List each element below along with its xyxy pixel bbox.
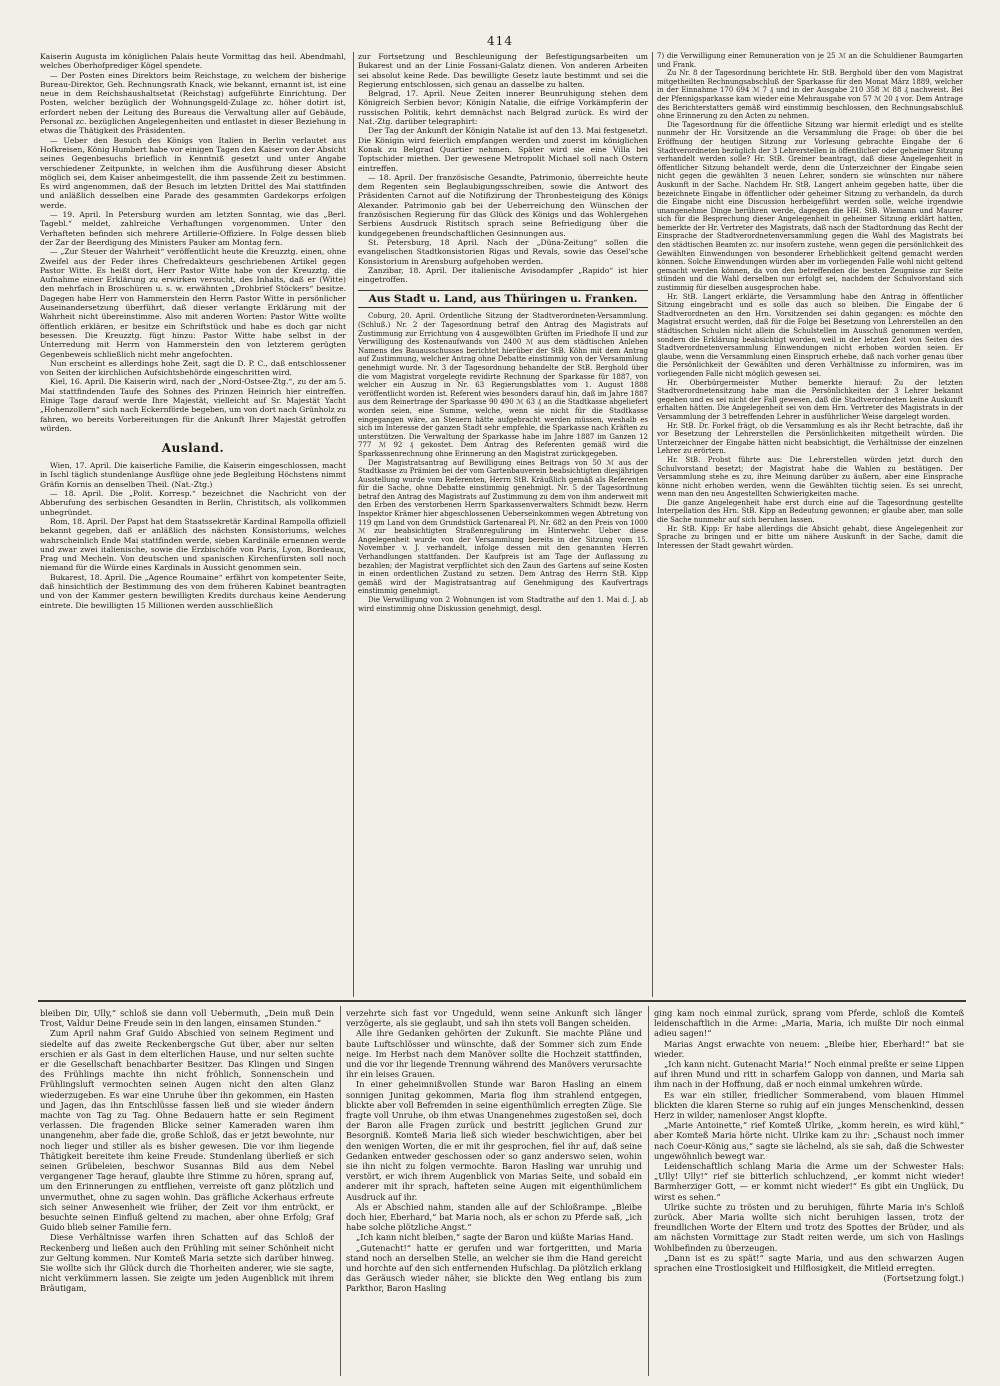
news-column-2 bbox=[358, 52, 648, 997]
novel-paragraph: bleiben Dir, Ully,“ schloß sie dann voll Uebermuth, „Dein muß Dein Trost, Valdur Deine Freude sein in den langen, einsamen Stunden.“ bbox=[40, 1008, 334, 1029]
novel-paragraph: verzehrte sich fast vor Ungeduld, wenn seine Ankunft sich länger verzögerte, als sie geglaubt, und sah ihn stets voll Bangen scheiden. bbox=[346, 1008, 642, 1029]
page-number: 414 bbox=[487, 34, 513, 48]
novel-column-2 bbox=[346, 1008, 642, 1378]
novel-column-3 bbox=[654, 1008, 964, 1378]
article-paragraph: 7) die Verwilligung einer Remuneration von je 25 ℳ an die Schuldiener Baumgarten und Frank. bbox=[657, 52, 963, 69]
novel-paragraph: Alle ihre Gedanken gehörten der Zukunft. Sie machte Pläne und baute Luftschlösser und wünschte, daß der Sommer sich zum Ende neige. Im Herbst nach dem Manöver sollte die Hochzeit stattfinden, und die vor ihr liegende Trennung während des Manövers verursachte ihr ein leises Grauen. bbox=[346, 1028, 642, 1080]
article-paragraph: — 19. April. In Petersburg wurden am letzten Sonntag, wie das „Berl. Tagebl.“ meldet, zahlreiche Verhaftungen vorgenommen. Unter den Verhafteten befinden sich mehrere Artillerie-Offiziere. In Folge dessen blieb der Zar der Beerdigung des Ministers Pauker am Montag fern. bbox=[40, 210, 346, 247]
article-paragraph: Kaiserin Augusta im königlichen Palais heute Vormittag das heil. Abendmahl, welches Oberhofprediger Kögel spendete. bbox=[40, 52, 346, 71]
column-rule-1 bbox=[353, 52, 354, 997]
novel-paragraph: Leidenschaftlich schlang Maria die Arme um der Schwester Hals: „Ully! Ully!“ rief sie bitterlich schluchzend, „er kommt nicht wieder! Barmherziger Gott, — er kommt nicht wieder!“ Es gibt ein Unglück, Du wirst es sehen.“ bbox=[654, 1161, 964, 1202]
article-paragraph: Hr. Oberbürgermeister Muther bemerkte hierauf: Zu der letzten Stadtverordnetensitzung habe man die Persönlichkeiten der 3 Lehrer bekannt gegeben und es sei nicht der Fall gewesen, daß die Stadtverordneten keine Auskunft erhalten hätten. Die Angelegenheit sei von dem Hrn. Vertreter des Magistrats in der Versammlung der 3 betreffenden Lehrer in ausführlicher Weise dargelegt worden. bbox=[657, 378, 963, 421]
feuilleton-divider bbox=[38, 1000, 966, 1002]
article-paragraph: Hr. StB. Langert erklärte, die Versammlung habe den Antrag in öffentlicher Sitzung eingebracht und es solle das auch so bleiben. Die Eingabe der 6 Stadtverordneten an den Hrn. Vorsitzenden sei dahin gegangen: es möchte den Magistrat ersucht werden, daß für die Folge bei Besetzung von Lehrerstellen an den städtischen Schulen nicht allein die Schulstellen im Ausschuß genommen werden, sondern die Erklärung beabsichtigt worden, weil in der letzten Zeit von Seiten des Stadtverordnetenversammlung Einwendungen nicht erhoben worden seien. Er glaube, wenn die Versammlung einen Einspruch erhebe, daß nach vorher genau über die Persönlichkeit der Gewählten und deren Verhältnisse zu informiren, was im vorliegenden Falle nicht möglich gewesen sei. bbox=[657, 292, 963, 378]
novel-paragraph: Zum April nahm Graf Guido Abschied von seinem Regiment und siedelte auf das zweite Reckenbergsche Gut über, aber nur selten erschien er als Gast in dem elterlichen Hause, und nur selten suchte er die Gesellschaft benachbarter Besitzer. Das Klingen und Singen des Frühlings machte ihn nicht fröhlich, Sonnenschein und Frühlingsluft vermochten seinen Augen nicht den alten Glanz wiederzugeben. Es war eine Unruhe über ihn gekommen, ein Hasten und Jagen, das ihn Entschlüsse fassen ließ und sie wieder ändern machte von Tag zu Tag. Ohne Bedauern hatte er sein Regiment verlassen. Die fragenden Blicke seiner Kameraden waren ihm unangenehm, aber fade die, große Schloß, das er jetzt bewohnte, nur noch lieger und stiller als es bisher gewesen. Die vor ihm liegende Thätigkeit bereitete ihm keine Freude. Stundenlang überließ er sich seinen Grübeleien, beschwor Susannas Bild aus dem Nebel vergangener Tage herauf, glaubte ihre Stimme zu hören, sprang auf, um den Erinnerungen zu entfliehen, verreiste oft ganz plötzlich und unvermuthet, ohne zu sagen wohin. Das gräfliche Ackerhaus erfreute sich seiner Anwesenheit wie früher, der Zeit vor ihm entrückt, er besuchte seinen Einfluß geltend zu machen, aber ohne Erfolg; Graf Guido blieb seiner Familie fern. bbox=[40, 1028, 334, 1233]
novel-paragraph: „Ich kann nicht bleiben,“ sagte der Baron und küßte Marias Hand. bbox=[356, 1232, 634, 1243]
article-paragraph: Coburg, 20. April. Ordentliche Sitzung der Stadtverordneten-Versammlung. (Schluß.) Nr. 2 der Tagesordnung betraf den Antrag des Magistrats auf Zustimmung zur Errichtung von 4 ausgewölbten Grüften im Friedhofe II und zur Verwilligung des Kostenaufwands von 2400 ℳ aus dem städtischen Anlehen Namens des Bauausschusses berichtet hierüber der StB. Köhn mit dem Antrag auf Zustimmung, welcher Antrag ohne Debatte einstimmig von der Versammlung genehmigt wurde. Nr. 3 der Tagesordnung behandelte der StB. Berghold über die vom Magistrat vorgelegte revidirte Rechnung der Sparkasse für 1887, von welcher ein Auszug in Nr. 63 Regierungsblattes vom 1. August 1888 veröffentlicht worden ist. Referent wies besonders darauf hin, daß im Jahre 1887 aus dem Reinertrage der Sparkasse 90 490 ℳ 63 ₰ an die Stadtkasse abgeliefert worden seien, eine Summe, welche, wenn sie nicht für die Stadtkasse eingegangen wäre, an Steuern hätte aufgebracht werden müssen, weshalb es sich im Interesse der ganzen Stadt sehr empfehle, die Sparkasse nach Kräften zu unterstützen. Die Verwaltung der Sparkasse habe im Jahre 1887 im Ganzen 12 777 ℳ 92 ₰ gekostet. Dem Antrag des Referenten gemäß wird die Sparkassenrechnung ohne Erinnerung an den Magistrat zurückgegeben. bbox=[358, 312, 648, 458]
novel-paragraph: In einer geheimnißvollen Stunde war Baron Hasling an einem sonnigen Junitag gekommen, Maria flog ihm strahlend entgegen, blickte aber voll Befremden in seine eigenthümlich erregten Züge. Sie fragte voll Unruhe, ob ihm etwas Unangenehmes zugestoßen sei, doch der Baron alle Fragen zurück und bestritt jeglichen Grund zur Besorgniß. Komteß Maria ließ sich wieder beschwichtigen, aber bei den wenigen Worten, die er mit ihr gesprochen, fiel ihr auf, daß seine Gedanken entweder geschossen oder so ganz anderswo seien, wohin sie ihn nicht zu folgen vermochte. Baron Hasling war unruhig und verstört, er wich ihrem Augenblick von Marias Seite, und sobald ein anderer mit ihr sprach, hafteten seine Augen mit eigenthümlichem Ausdruck auf ihr. bbox=[346, 1079, 642, 1202]
article-paragraph: Zu Nr. 8 der Tagesordnung berichtete Hr. StB. Berghold über den vom Magistrat mitgetheilten Rechnungsabschluß der Sparkasse für den Monat März 1889, welcher in der Einnahme 170 694 ℳ 7 ₰ und in der Ausgabe 210 358 ℳ 88 ₰ nachweist. Bei der Pfennigsparkasse kam wieder eine Mehrausgabe von 57 ℳ 20 ₰ vor. Dem Antrage des Berichterstatters gemäß wird einstimmig beschlossen, den Rechnungsabschluß ohne Erinnerung zu den Acten zu nehmen. bbox=[657, 69, 963, 121]
article-paragraph: Hr. StB. Dr. Forkel frägt, ob die Versammlung es als ihr Recht betrachte, daß ihr vor Besetzung der Lehrerstellen die Persönlichkeiten mitgetheilt würden. Die Unterzeichner der Eingabe hätten nicht beabsichtigt, die Verhältnisse der einzelnen Lehrer zu erörtern. bbox=[657, 421, 963, 456]
news-column-3 bbox=[657, 52, 963, 997]
article-paragraph: Die ganze Angelegenheit habe erst durch eine auf die Tagesordnung gestellte Interpellation des Hrn. StB. Kipp an Bedeutung gewonnen; er glaube aber, man solle die Sache nunmehr auf sich beruhen lassen. bbox=[657, 498, 963, 525]
article-paragraph: Zanzibar, 18. April. Der italienische Avisodampfer „Rapido“ ist hier eingetroffen. bbox=[358, 265, 648, 285]
article-paragraph: Der Magistratsantrag auf Bewilligung eines Beitrags von 50 ℳ aus der Stadtkasse zu Prämien bei der vom Gartenbauverein beabsichtigten diesjährigen Ausstellung wurde vom Referenten, Herrn StB. Kräußlich gemäß als Referenten für die Sache, ohne Debatte einstimmig genehmigt. Nr. 5 der Tagesordnung betraf den Antrag des Magistrats auf Zustimmung zu dem von ihm anderweit mit den Erben des verstorbenen Herrn Sparkassenverwalters Schmidt bezw. Herrn Inspektor Krämer hier abgeschlossenen Ueberseinkommen wegen Abtretung von 119 qm Land von dem Grundstück Gartenareal Pl. Nr. 682 an den Preis von 1000 ℳ zur beabsichtigten Straßenregulirung im Hinterwehr. Ueber diese Angelegenheit wurde von der Versammlung bereits in der Sitzung vom 15. November v. J. verhandelt, infolge dessen mit den genannten Herren Verhandlungen stattfanden. Der Kaufpreis ist am Tage der Auflassung zu bezahlen; der Magistrat verpflichtet sich den Zaun des Gartens auf seine Kosten in einen ordentlichen Zustand zu setzen. Dem Antrag des Herrn StB. Kipp gemäß wird der Magistratsantrag auf Genehmigung des Kaufvertrags einstimmig genehmigt. bbox=[358, 458, 648, 596]
novel-rule-1 bbox=[340, 1006, 341, 1376]
article-paragraph: Hr. StB. Kipp: Er habe allerdings die Absicht gehabt, diese Angelegenheit zur Sprache zu bringen und er bitte um nähere Auskunft in der Sache, damit die Interessen der Stadt gewahrt würden. bbox=[657, 524, 963, 550]
novel-paragraph: Diese Verhältnisse warfen ihren Schatten auf das Schloß der Reckenberg und ließen auch den Frühling mit seiner Schönheit nicht zur Geltung kommen. Nur Komteß Maria setzte sich darüber hinweg. Sie wollte sich ihr Glück durch die Thorheiten anderer, wie sie sagte, nicht verkümmern lassen. Sie zeigte um jeden Augenblick mit ihrem Bräutigam, bbox=[40, 1232, 334, 1294]
article-paragraph: zur Fortsetzung und Beschleunigung der Befestigungsarbeiten um Bukarest und an der Linie Fossani-Galatz dienen. Von anderen Arbeiten sei absolut keine Rede. Das bewilligte Gesetz laute bestimmt und sei die Regierung entschlossen, sich genau an dasselbe zu halten. bbox=[358, 52, 648, 89]
novel-paragraph: Marias Angst erwachte von neuem: „Bleibe hier, Eberhard!“ bat sie wieder. bbox=[654, 1038, 964, 1059]
novel-rule-2 bbox=[648, 1006, 649, 1376]
article-paragraph: Hr. StB. Probst führte aus: Die Lehrerstellen würden jetzt durch den Schulvorstand besetzt; der Magistrat habe die Wahlen zu bestätigen. Der Versammlung stehe es zu, ihre Meinung darüber zu äußern, aber eine Einsprache könne nicht erhoben werden, wenn die Gewählten tüchtig seien. Es sei unrecht, wenn man den neu Angestellten Schwierigkeiten mache. bbox=[657, 455, 963, 499]
article-paragraph: — 18. April. Der französische Gesandte, Patrimonio, überreichte heute dem Regenten sein Beglaubigungsschreiben, sowie die Antwort des Präsidenten Carnot auf die Notifizirung der Thronbesteigung des Königs Alexander. Patrimonio gab bei der Ueberreichung den Wünschen der französischen Regierung für das Glück des Königs und das Wohlergehen Serbiens Ausdruck Ristitsch sprach seine Befriedigung über die kundgegebenen freundschaftlichen Gesinnungen aus. bbox=[358, 172, 648, 238]
article-paragraph: Wien, 17. April. Die kaiserliche Familie, die Kaiserin eingeschlossen, macht in Ischl täglich stundenlange Ausflüge ohne jede Begleitung Höchstens nimmt Gräfin Kornis an denselben Theil. (Nat.-Ztg.) bbox=[40, 461, 346, 489]
article-paragraph: — Ueber den Besuch des Königs von Italien in Berlin verlautet aus Hofkreisen, König Humbert habe vor einigen Tagen den Kaiser von der Absicht seines Gegenbesuchs brieflich in Kenntniß gesetzt und unter Angabe verschiedener Zeitpunkte, in welchen ihm die Ausführung dieser Absicht möglich sei, dem Kaiser anheimgestellt, die ihm passende Zeit zu bestimmen. Es wird angenommen, daß der Besuch im letzten Drittel des Mai stattfinden und anläßlich desselben eine Parade des gesammten Gardekorps erfolgen werde. bbox=[40, 135, 346, 210]
article-paragraph: Die Verwilligung von 2 Wohnungen ist vom Stadtrathe auf den 1. Mai d. J. ab wird einstimmig ohne Diskussion genehmigt, desgl. bbox=[358, 596, 648, 613]
article-paragraph: — 18. April. Die „Polit. Korresp.“ bezeichnet die Nachricht von der Abberufung des serbischen Gesandten in Berlin, Christitsch, als vollkommen unbegründet. bbox=[40, 489, 346, 517]
section-heading-ausland: Ausland. bbox=[161, 441, 225, 456]
novel-paragraph: Es war ein stiller, friedlicher Sommerabend, vom blauen Himmel blickten die klaren Sterne so ruhig auf ein junges Menschenkind, dessen Herz in wilder, namenloser Angst klopfte. bbox=[654, 1089, 964, 1121]
article-paragraph: Rom, 18. April. Der Papst hat dem Staatssekretär Kardinal Rampolla offiziell bekannt gegeben, daß er anläßlich des nächsten Konsistoriums, welches wahrscheinlich Ende Mai stattfinden werde, sieben Kardinäle ernennen werde und zwar zwei italienische, sowie die Erzbischöfe von Paris, Lyon, Bordeaux, Prag und Mecheln. Von deutschen und spanischen Kirchenfürsten soll noch niemand für die Würde eines Kardinals in Aussicht genommen sein. bbox=[40, 516, 346, 573]
article-paragraph: Kiel, 16. April. Die Kaiserin wird, nach der „Nord-Ostsee-Ztg.“, zu der am 5. Mai stattfindenden Taufe des Sohnes des Prinzen Heinrich hier eintreffen. Einige Tage darauf werde Ihre Majestät, vielleicht auf Sr. Majestät Yacht „Hohenzollern“ sich nach Eckernförde begeben, um von dort nach Grünholz zu fahren, wo bereits Vorbereitungen für die Ankunft Ihrer Majestät getroffen würden. bbox=[40, 377, 346, 433]
novel-continuation: (Fortsetzung folgt.) bbox=[883, 1273, 964, 1284]
novel-paragraph: ging kam noch einmal zurück, sprang vom Pferde, schloß die Komteß leidenschaftlich in die Arme: „Maria, Maria, ich mußte Dir noch einmal adieu sagen!“ bbox=[654, 1008, 964, 1039]
article-paragraph: Der Tag der Ankunft der Königin Natalie ist auf den 13. Mai festgesetzt. Die Königin wird feierlich empfangen werden und zuerst im königlichen Konak zu Belgrad Quartier nehmen. Später wird sie eine Villa bei Toptschider miethen. Der gewesene Metropolit Michael soll nach Ostern eintreffen. bbox=[358, 126, 648, 173]
section-heading-local: Aus Stadt u. Land, aus Thüringen u. Franken. bbox=[358, 290, 648, 308]
article-paragraph: Bukarest, 18. April. Die „Agence Roumaine“ erfährt von kompetenter Seite, daß hinsichtlich der Bestimmung des von dem früheren Kabinet beantragten und von der Kammer gestern bewilligten Kredits durchaus keine Aenderung eintrete. Die bewilligten 15 Millionen werden ausschließlich bbox=[40, 572, 346, 610]
novel-column-1 bbox=[40, 1008, 334, 1378]
novel-paragraph: Als er Abschied nahm, standen alle auf der Schloßrampe. „Bleibe doch hier, Eberhard,“ bat Maria noch, als er schon zu Pferde saß, „ich habe solche plötzliche Angst.“ bbox=[346, 1201, 642, 1233]
novel-paragraph: Ulrike suchte zu trösten und zu beruhigen, führte Maria in's Schloß zurück. Aber Maria wollte sich nicht beruhigen lassen, trotz der freundlichen Worte der Eltern und trotz des Spottes der Brüder, und als am nächsten Vormittage zur Stadt reiten werde, um sich von Haslings Wohlbefinden zu überzeugen. bbox=[654, 1201, 964, 1253]
novel-paragraph: „Gutenacht!“ hatte er gerufen und war fortgeritten, und Maria stand noch an derselben Stelle, an welcher sie ihm die Hand gereicht und horchte auf den sich entfernenden Hufschlag. Da plötzlich erklang das Geräusch wieder näher, sie blickte den Weg entlang bis zum Parkthor, Baron Hasling bbox=[346, 1242, 642, 1294]
article-paragraph: — Der Posten eines Direktors beim Reichstage, zu welchem der bisherige Bureau-Direktor, Geh. Rechnungsrath Knack, wie bekannt, ernannt ist, ist eine neue in dem Reichshaushaltsetat (Reichstag) aufgeführte Einrichtung. Der Posten, welcher bezüglich der Wohnungsgeld-Zulage zc. höher dotirt ist, erfordert neben der Leitung des Bureaus die Verwaltung aller auf Gebäude, Personal zc. bezüglichen Angelegenheiten und entlastet in dieser Beziehung in etwas die Thätigkeit des Präsidenten. bbox=[40, 70, 346, 136]
article-paragraph: Nun erscheint es allerdings hohe Zeit, sagt die D. P. C., daß entschlossener von Seiten der kirchlichen Aufsichtsbehörde eingeschritten wird. bbox=[40, 358, 346, 378]
novel-paragraph: „Ich kann nicht. Gutenacht Maria!“ Noch einmal preßte er seine Lippen auf ihren Mund und ritt in scharfem Galopp von dannen, und Maria sah ihm nach in der Hoffnung, daß er noch einmal umkehren würde. bbox=[654, 1059, 964, 1090]
novel-paragraph: „Dann ist es zu spät!“ sagte Maria, und aus den schwarzen Augen sprachen eine Trostlosigkeit und Hilflosigkeit, die Mitleid erregten. bbox=[654, 1252, 964, 1274]
news-column-1 bbox=[40, 52, 346, 997]
article-paragraph: Die Tagesordnung für die öffentliche Sitzung war hiermit erledigt und es stellte nunmehr der Hr. Vorsitzende an die Versammlung die Frage: ob über die bei Eröffnung der heutigen Sitzung zur Vorlesung gebrachte Eingabe der 6 Stadtverordneten bezüglich der 3 Lehrerstellen in öffentlicher oder geheimer Sitzung verhandelt werden solle? Hr. StB. Greiner beantragt, daß diese Angelegenheit in öffentlicher Sitzung behandelt werde, denn die Unterzeichner der Eingabe seien nicht gegen die gewählten 3 neuen Lehrer, sondern sie wünschten nur nähere Auskunft in der Sache. Nachdem Hr. StB. Langert anheim gegeben hatte, über die bezeichnete Eingabe in öffentlicher oder geheimer Sitzung zu verhandeln, da durch die Eingabe nicht eine Discussion herbeigeführt werden solle, welche irgendwie unangenehme Dinge berühren werde, dagegen die HH. StB. Wiemann und Maurer sich für die Besprechung dieser Angelegenheit in geheimer Sitzung erklärt hatten, bemerkte der Hr. Vertreter des Magistrats, daß nach der Stadtordnung das Recht der Einsprache der Stadtverordnetenversammlung gegen die Wahl des Magistrats bei den städtischen Beamten zc. nur insofern zustehe, wenn gegen die persönlichkeit des Gewählten Einwendungen von besonderer Erheblichkeit geltend gemacht werden können. Solche Einwendungen würden aber im vorliegenden Falle wohl nicht geltend gemacht werden können, da von den betreffenden die besten Zeugnisse zur Seite stünden und die Wahl derselben nur erfolgt sei, nachdem der Schulvorstand sich zustimmig für dieselben ausgesprochen habe. bbox=[657, 120, 963, 293]
novel-paragraph: „Marie Antoinette,“ rief Komteß Ulrike, „komm herein, es wird kühl,“ aber Komteß Maria hörte nicht. Ulrike kam zu ihr: „Schaust noch immer nach Coeur-König aus,“ sagte sie lächelnd, als sie sah, daß die Schwester ungewöhnlich bewegt war. bbox=[654, 1120, 964, 1161]
article-paragraph: — „Zur Steuer der Wahrheit“ veröffentlicht heute die Kreuzztg. einen, ohne Zweifel aus der Feder ihres Chefredakteurs geschriebenen Artikel gegen Pastor Witte. Es heißt dort, Herr Pastor Witte habe von der Kreuzztg. die Aufnahme einer Erklärung zu erwirken versucht, des Inhalts, daß er (Witte) den mehrfach in Broschüren u. s. w. erwähnten „Drohbrief Stöckers“ besitze. Dagegen habe Herr von Hammerstein den Herrn Pastor Witte in persönlicher Auseinandersetzung überführt, daß dieser verlangte Erklärung mit der Wahrheit nicht übereinstimme. Also mit anderen Worten: Pastor Witte wollte öffentlich erklären, er besitze ein Schriftstück und habe es doch gar nicht besessen. Die Kreuzztg. fügt hinzu: Pastor Witte habe selbst in der Unterredung mit Herrn von Hammerstein den von letzterem gerügten Gegenbeweis schließlich nicht mehr angefochten. bbox=[40, 247, 346, 359]
article-paragraph: Belgrad, 17. April. Neue Zeiten innerer Beunruhigung stehen dem Königreich Serbien bevor; Königin Natalie, die eifrige Vorkämpferin der russischen Politik, kehrt demnächst nach Belgrad zurück. Es wird der Nat.-Ztg. darüber telegraphirt: bbox=[358, 89, 648, 127]
article-paragraph: St. Petersburg, 18 April. Nach der „Düna-Zeitung“ sollen die evangelischen Stadtkonsistorien Rigas und Revals, sowie das Oesel'sche Konsistorium in Arensburg aufgehoben werden. bbox=[358, 237, 648, 266]
column-rule-2 bbox=[652, 52, 653, 997]
